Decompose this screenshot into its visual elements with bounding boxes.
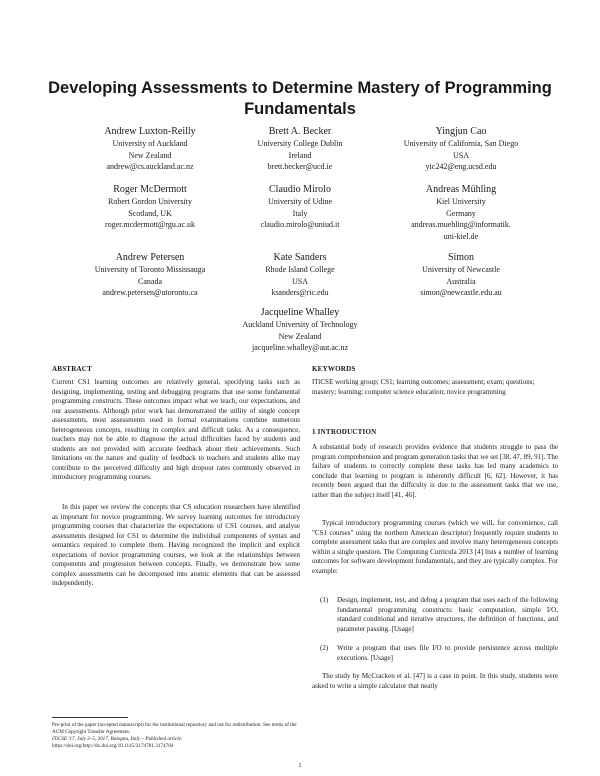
author-email: jacqueline.whalley@aut.ac.nz	[252, 343, 348, 352]
author-name: Kate Sanders	[273, 252, 327, 263]
author-country: USA	[452, 150, 469, 160]
list-marker: (1)	[320, 596, 329, 604]
author-name: Claudio Mirolo	[269, 184, 331, 195]
author-country: New Zealand	[128, 150, 172, 160]
list-text: Design, implement, test, and debug a program that uses each of the following fundamental programming constructs: basic computation, simple I/O, standard conditional and iterative structures, the definition of functions, and parameter passing. [Usage]	[337, 596, 558, 633]
abstract-paragraph-1: Current CS1 learning outcomes are relatively general, specifying tasks such as designing, implementing, testing and debugging programs that use some fundamental programming constructs. These outcomes impact what we teach, our expectations, and our assessments. Although prior work has demonstrated the utility of single concept assessments, most assessments used in formal examinations combine numerous heterogeneous concepts, resulting in complex and difficult tasks. As a consequence, teachers may not be able to diagnose the actual difficulties faced by students and students are not provided with accurate feedback about their achievements. Such limitations on the nature and quality of feedback to teachers and students alike may contribute to the perceived difficulty and high dropout rates commonly observed in introductory programming courses.	[52, 378, 300, 482]
footnote-rule	[52, 717, 128, 718]
author-email: brett.becker@ucd.ie	[267, 162, 333, 171]
author-name: Andrew Luxton-Reilly	[104, 126, 196, 137]
author-name: Jacqueline Whalley	[260, 307, 340, 318]
introduction-paragraph-2: Typical introductory programming courses (which we will, for convenience, call "CS1 courses" using the northern American descriptor) frequently require students to complete assessment tasks that are complex and involve many heterogeneous concepts within a single question. The Computing Curricula 2013 [4] lists a number of learning outcomes for software development fundamentals, and they are typically complex. For example:	[312, 519, 558, 575]
author-country: New Zealand	[278, 331, 322, 341]
author-affiliation: University of California, San Diego	[403, 139, 519, 148]
author-block	[366, 183, 556, 242]
author-affiliation: University of Newcastle	[422, 265, 500, 274]
author-country: Germany	[446, 208, 476, 218]
footnote-notice: Pre-print of the paper (accepted manuscript) for the institutional repository and not for redistribution. See terms of the ACM Copyright Transfer Agreement.	[52, 722, 297, 735]
paper-title: Developing Assessments to Determine Mastery of Programming Fundamentals	[48, 79, 552, 118]
introduction-paragraph-1: A substantial body of research provides evidence that students struggle to pass the program comprehension and program generation tasks that we set [38, 47, 89, 91]. The failure of students to correctly complete these tasks has led many academics to conclude that learning to program is inherently difficult [6, 62]. However, it has recently been argued that the difficulty is due to the assessment tasks that we use, rather than the subject itself [41, 46].	[312, 443, 558, 499]
list-text: Write a program that uses file I/O to provide persistence across multiple executions. [Usage]	[337, 644, 558, 662]
author-country: Italy	[292, 208, 308, 218]
author-affiliation: University of Udine	[268, 197, 332, 206]
author-affiliation: Robert Gordon University	[108, 197, 192, 206]
author-email: simon@newcastle.edu.au	[420, 288, 502, 297]
author-name: Andreas Mühling	[425, 184, 497, 195]
author-country: USA	[291, 276, 308, 286]
author-name: Andrew Petersen	[115, 252, 185, 263]
author-block	[205, 306, 395, 354]
abstract-paragraph-2: In this paper we review the concepts that CS education researchers have identified as important for novice programming. We survey learning outcomes for introductory programming courses that characterize the expectations of CS1 courses, and analyse assessments designed for CS1 to determine the individual components of syntax and semantics required to complete them. Having recognized the implicit and explicit expectations of novice programming courses, we look at the relationships between components and progression between concepts. Finally, we demonstrate how some complex assessments can be decomposed into atomic elements that can be assessed independently.	[52, 503, 300, 588]
page-number: 1	[298, 762, 302, 769]
keywords-text: ITiCSE working group; CS1; learning outcomes; assessment; exam; questions; mastery; learning; computer science education; novice programming	[312, 378, 535, 396]
introduction-heading: 1 INTRODUCTION	[312, 428, 377, 436]
author-block	[366, 251, 556, 299]
footnote	[52, 722, 304, 750]
author-name: Yingjun Cao	[435, 126, 487, 137]
author-email: andreas.muehling@informatik.	[411, 220, 511, 229]
list-marker: (2)	[320, 644, 329, 652]
author-country: Scotland, UK	[128, 208, 172, 218]
footnote-doi: https://doi.org/http://dx.doi.org/10.1145/3174781.3174784	[52, 743, 174, 749]
keywords-heading: KEYWORDS	[312, 365, 356, 373]
author-email: roger.mcdermott@rgu.ac.uk	[104, 220, 196, 229]
author-name: Roger McDermott	[113, 184, 187, 195]
author-name: Brett A. Becker	[268, 126, 332, 137]
introduction-paragraph-3: The study by McCracken et al. [47] is a case in point. In this study, students were asked to write a simple calculator that neatly	[312, 672, 558, 690]
author-affiliation: Auckland University of Technology	[242, 320, 358, 329]
abstract-heading: ABSTRACT	[52, 365, 92, 373]
author-email: claudio.mirolo@uniud.it	[260, 220, 340, 229]
author-affiliation: University College Dublin	[257, 139, 343, 148]
author-email: andrew.petersen@utoronto.ca	[102, 288, 198, 297]
author-country: Australia	[446, 276, 476, 286]
author-email: ksanders@ric.edu	[271, 288, 329, 297]
author-block	[366, 125, 556, 173]
author-country: Canada	[138, 276, 162, 286]
author-affiliation: Rhode Island College	[265, 265, 335, 274]
footnote-venue: ITiCSE '17, July 3–5, 2017, Bologna, Italy – Published article:	[52, 736, 183, 742]
author-affiliation: University of Toronto Mississauga	[94, 265, 206, 274]
author-name: Simon	[447, 252, 475, 263]
author-country: Ireland	[288, 150, 312, 160]
author-email: yic242@eng.ucsd.edu	[425, 162, 497, 171]
author-affiliation: Kiel University	[436, 197, 486, 206]
author-affiliation: University of Auckland	[112, 139, 188, 148]
author-email: andrew@cs.auckland.ac.nz	[106, 162, 194, 171]
list-item	[312, 596, 558, 634]
list-item	[312, 644, 558, 663]
author-email-cont: uni-kiel.de	[443, 231, 479, 241]
